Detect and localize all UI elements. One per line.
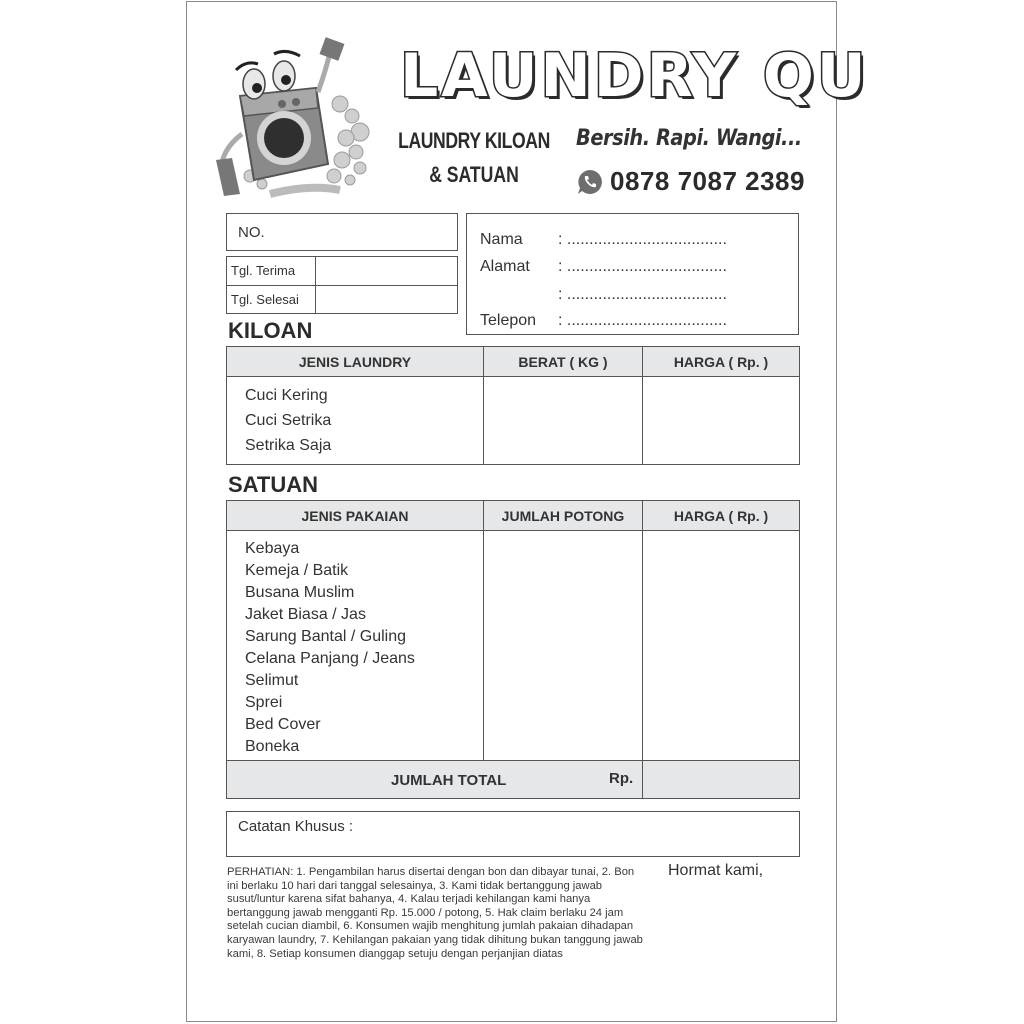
tgl-selesai-label: Tgl. Selesai [227,285,316,314]
notes-field[interactable] [226,811,800,857]
notes-label: Catatan Khusus : [238,818,354,835]
satuan-item: Bed Cover [245,716,321,733]
date-table [226,256,458,314]
satuan-col-jenis: JENIS PAKAIAN [227,501,484,531]
service-line-2: & SATUAN [429,162,519,187]
satuan-item: Kebaya [245,540,300,557]
kiloan-item: Setrika Saja [245,437,332,454]
alamat-dotted-field[interactable]: : .................................... [558,258,727,275]
total-label-cell [227,761,643,799]
total-row [227,761,800,799]
total-amount-field[interactable] [643,761,800,799]
kiloan-berat-field[interactable] [484,377,643,465]
kiloan-col-harga: HARGA ( Rp. ) [643,347,800,377]
satuan-item: Boneka [245,738,300,755]
alamat-spacer [480,286,558,304]
tagline: Bersih. Rapi. Wangi... [576,126,802,151]
tgl-terima-label: Tgl. Terima [227,257,316,286]
washing-machine-mascot-icon [210,34,382,206]
satuan-harga-field[interactable] [643,531,800,761]
satuan-item: Selimut [245,672,299,689]
telepon-label: Telepon [480,312,537,329]
satuan-item: Celana Panjang / Jeans [245,650,415,667]
kiloan-item: Cuci Setrika [245,412,332,429]
kiloan-table [226,346,800,465]
tgl-terima-field[interactable] [316,257,458,286]
phone-contact [576,166,805,197]
telepon-dotted-field[interactable]: : .................................... [558,312,727,329]
satuan-item: Kemeja / Batik [245,562,349,579]
satuan-table [226,500,800,799]
service-line-1: LAUNDRY KILOAN [398,128,550,153]
satuan-section-title: SATUAN [228,472,319,497]
total-currency: Rp. [609,769,634,787]
satuan-items-cell [227,531,484,761]
receipt-number-field[interactable] [226,213,458,251]
kiloan-harga-field[interactable] [643,377,800,465]
alamat-dotted-field-2[interactable]: : .................................... [558,286,727,303]
satuan-col-jumlah: JUMLAH POTONG [484,501,643,531]
customer-info-box [466,213,799,335]
alamat-label: Alamat [480,258,530,275]
kiloan-items-cell [227,377,484,465]
kiloan-col-berat: BERAT ( KG ) [484,347,643,377]
terms-text: PERHATIAN: 1. Pengambilan harus disertai dengan bon dan dibayar tunai, 2. Bon ini berlaku 10 hari dari tanggal selesainya, 3. Kami tidak bertanggung jawab susut/luntur karena sifat bahanya, 4. Kalau terjadi kehilangan kami hanya bertanggung jawab mengganti Rp. 15.000 / potong, 5. Hak claim berlaku 24 jam setelah cucian diambil, 6. Konsumen wajib menghitung jumlah pakaian dihadapan karyawan laundry, 7. Kehilangan pakaian yang tidak dihitung bukan tanggung jawab kami, 8. Setiap konsumen dianggap setuju dengan perjanjian diatas [227,866,643,960]
nama-label: Nama [480,231,523,248]
nama-row[interactable] [480,231,727,249]
satuan-jumlah-field[interactable] [484,531,643,761]
alamat-row-2[interactable] [480,286,727,304]
alamat-row[interactable] [480,258,727,276]
receipt-number-label: NO. [238,224,265,241]
telepon-row[interactable] [480,312,727,330]
nama-dotted-field[interactable]: : .................................... [558,231,727,248]
kiloan-col-jenis: JENIS LAUNDRY [227,347,484,377]
kiloan-item: Cuci Kering [245,387,328,404]
satuan-item: Sprei [245,694,283,711]
closing-text: Hormat kami, [668,862,764,879]
satuan-item: Sarung Bantal / Guling [245,628,406,645]
total-label: JUMLAH TOTAL [391,771,507,789]
satuan-col-harga: HARGA ( Rp. ) [643,501,800,531]
satuan-item: Busana Muslim [245,584,355,601]
kiloan-section-title: KILOAN [228,318,313,343]
tgl-selesai-field[interactable] [316,285,458,314]
whatsapp-icon [576,168,604,196]
satuan-item: Jaket Biasa / Jas [245,606,366,623]
phone-number: 0878 7087 2389 [610,166,805,196]
brand-name: LAUNDRY QU [400,41,869,111]
